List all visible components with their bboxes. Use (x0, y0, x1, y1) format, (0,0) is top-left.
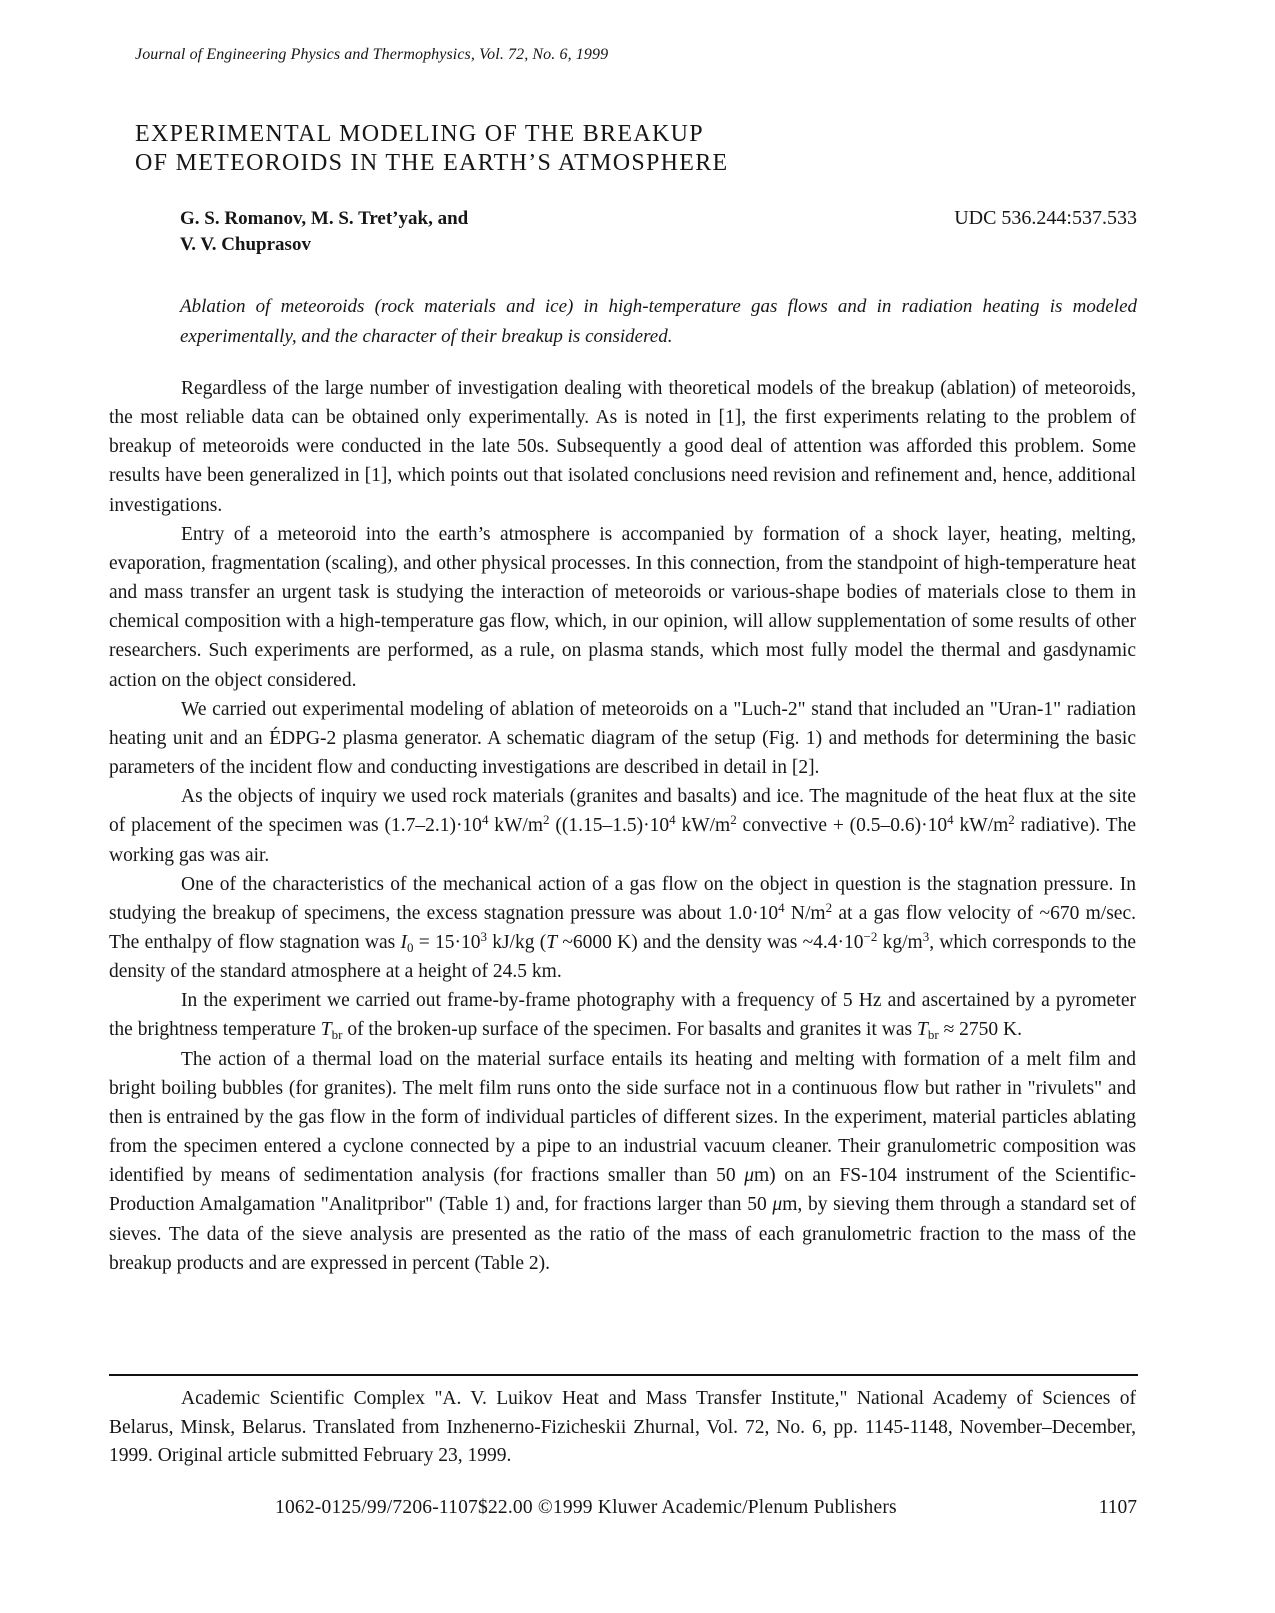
paper-title (135, 120, 729, 178)
authors-line-1: G. S. Romanov, M. S. Tret’yak, and (180, 208, 469, 229)
title-line-1: EXPERIMENTAL MODELING OF THE BREAKUP (135, 121, 704, 147)
article-body (109, 374, 1136, 1278)
paragraph-7: The action of a thermal load on the material surface entails its heating and melting with formation of a melt film and bright boiling bubbles (for granites). The melt film runs onto the side surface not in a continuous flow but rather in "rivulets" and then is entrained by the gas flow in the form of individual particles of different sizes. In the experiment, material particles ablating from the specimen entered a cyclone connected by a pipe to an industrial vacuum cleaner. Their granulometric composition was identified by means of sedimentation analysis (for fractions smaller than 50 μm) on an FS-104 instrument of the Scientific-Production Amalgamation "Analitpribor" (Table 1) and, for fractions larger than 50 μm, by sieving them through a standard set of sieves. The data of the sieve analysis are presented as the ratio of the mass of each granulometric fraction to the mass of the breakup products and are expressed in percent (Table 2). (109, 1048, 1137, 1274)
copyright-line: 1062-0125/99/7206-1107$22.00 ©1999 Kluwer Academic/Plenum Publishers (275, 1497, 897, 1518)
paragraph-4: As the objects of inquiry we used rock materials (granites and basalts) and ice. The magnitude of the heat flux at the site of placement of the specimen was $(1.7-2.1)\cdot 10^4$ $kW/m^2$ ($(1.15-1.5)\cdot 10^4$ $kW/m^2$ convective + $(0.5-0.6)\cdot 10^4$ $kW/m^2$ radiative). The working gas was air. (109, 786, 1136, 866)
paragraph-3: We carried out experimental modeling of ablation of meteoroids on a "Luch-2" stand that included an "Uran-1" radiation heating unit and an ÉDPG-2 plasma generator. A schematic diagram of the setup (Fig. 1) and methods for determining the basic parameters of the incident flow and conducting investigations are described in detail in [2]. (109, 698, 1136, 779)
authors-line-2: V. V. Chuprasov (180, 234, 311, 255)
abstract: Ablation of meteoroids (rock materials and ice) in high-temperature gas flows and in radiation heating is modeled experimentally, and the character of their breakup is considered. (180, 296, 1137, 347)
paragraph-1: Regardless of the large number of investigation dealing with theoretical models of the breakup (ablation) of meteoroids, the most reliable data can be obtained only experimentally. As is noted in [1], the first experiments relating to the problem of breakup of meteoroids were conducted in the late 50s. Subsequently a good deal of attention was afforded this problem. Some results have been generalized in [1], which points out that isolated conclusions need revision and refinement and, hence, additional investigations. (109, 378, 1136, 516)
paragraph-5: One of the characteristics of the mechanical action of a gas flow on the object in question is the stagnation pressure. In studying the breakup of specimens, the excess stagnation pressure was about $1.0\cdot 10^4$ $N/m^2$ at a gas flow velocity of ~670 m/sec. The enthalpy of flow stagnation was $I_0 = 15\cdot 10^3$ kJ/kg (T ~6000 K) and the density was $\sim 4.4\cdot 10^{-2}$ $kg/m^3$, which corresponds to the density of the standard atmosphere at a height of 24.5 km. (109, 873, 1136, 983)
footnote-divider (109, 1374, 1138, 1376)
paragraph-2: Entry of a meteoroid into the earth’s atmosphere is accompanied by formation of a shock layer, heating, melting, evaporation, fragmentation (scaling), and other physical processes. In this connection, from the standpoint of high-temperature heat and mass transfer an urgent task is studying the interaction of meteoroids or various-shape bodies of materials close to them in chemical composition with a high-temperature gas flow, which, in our opinion, will allow supplementation of some results of other researchers. Such experiments are performed, as a rule, on plasma stands, which most fully model the thermal and gasdynamic action on the object considered. (109, 523, 1136, 691)
page-number: 1107 (1098, 1497, 1137, 1518)
footnote: Academic Scientific Complex "A. V. Luikov Heat and Mass Transfer Institute," National Academy of Sciences of Belarus, Minsk, Belarus. Translated from Inzhenerno-Fizicheskii Zhurnal, Vol. 72, No. 6, pp. 1145-1148, November–December, 1999. Original article submitted February 23, 1999. (109, 1388, 1136, 1466)
title-line-2: OF METEOROIDS IN THE EARTH’S ATMOSPHERE (135, 150, 729, 176)
journal-header: Journal of Engineering Physics and Thermophysics, Vol. 72, No. 6, 1999 (135, 46, 609, 63)
paragraph-6: In the experiment we carried out frame-by-frame photography with a frequency of 5 Hz and ascertained by a pyrometer the brightness temperature $T_{br}$ of the broken-up surface of the specimen. For basalts and granites it was $T_{br} \approx 2750$ K. (109, 990, 1136, 1043)
udc-code: UDC 536.244:537.533 (954, 207, 1137, 229)
authors (180, 206, 468, 258)
